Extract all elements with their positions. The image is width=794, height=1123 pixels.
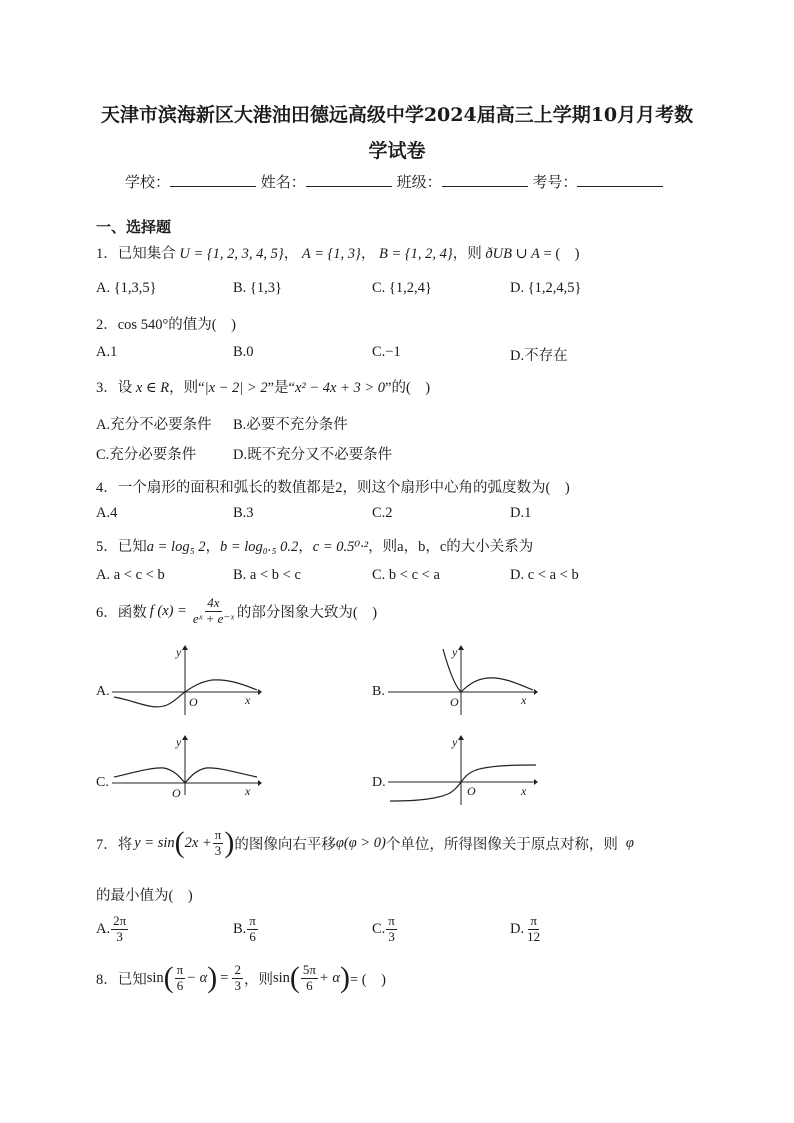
q1-expr: ðUB ∪ A [485, 246, 540, 262]
q6-graph-c-origin: O [172, 786, 181, 800]
q1-option-d[interactable]: D. {1,2,4,5} [510, 280, 582, 296]
student-info-line [125, 171, 663, 192]
q3-number: 3． [96, 380, 118, 396]
q8-fraction-3 [301, 963, 318, 994]
q5-number: 5． [96, 539, 118, 555]
q8-sin1: sin [146, 969, 164, 986]
q6-graph-d-x-label: x [521, 784, 527, 798]
q7-option-b-fraction [247, 914, 258, 945]
q3-option-a[interactable]: A.充分不必要条件 [96, 417, 212, 433]
q1-option-b[interactable]: B. {1,3} [233, 280, 282, 296]
q6-text-b: 的部分图象大致为( ) [236, 604, 378, 621]
q7-option-c[interactable] [372, 914, 398, 945]
q3-text-b: ，则“ [169, 380, 205, 396]
q7-option-c-den: 3 [388, 928, 395, 944]
q6-frac-num: 4x [207, 595, 220, 610]
q2-option-a[interactable]: A.1 [96, 344, 118, 360]
q3-text-c: ”是“ [267, 380, 295, 396]
q5-option-c[interactable]: C. b < c < a [372, 567, 440, 583]
q5-expr-b: b = log₀.₅ 0.2 [219, 539, 299, 555]
q1-set-b: B = {1, 2, 4} [378, 246, 453, 262]
q7-option-b-label: B. [233, 920, 247, 937]
q1-set-u: U = {1, 2, 3, 4, 5} [179, 246, 284, 262]
q6-text-a: 函数 [117, 604, 147, 621]
q7-option-b-den: 6 [249, 928, 256, 944]
q2-number: 2． [96, 317, 118, 333]
q5-expr-c: c = 0.5⁰·² [312, 539, 369, 555]
q4-option-c[interactable]: C.2 [372, 505, 393, 521]
q5-expr-a: a = log₅ 2 [146, 539, 206, 555]
q4-option-b[interactable]: B.3 [233, 505, 254, 521]
q3-option-d[interactable]: D.既不充分又不必要条件 [233, 447, 393, 463]
q5-text-b: ，则a，b，c的大小关系为 [368, 539, 534, 555]
q8-sin2: sin [272, 969, 290, 986]
q6-number: 6． [96, 604, 118, 621]
q6-graph-b-origin: O [450, 695, 459, 709]
q3-text-a: 设 [117, 380, 133, 396]
q4-text: 一个扇形的面积和弧长的数值都是2，则这个扇形中心角的弧度数为( ) [117, 480, 570, 496]
q8-number: 8． [96, 971, 118, 988]
q6-graph-c-y-label: y [176, 735, 182, 749]
q6-graph-d[interactable] [388, 735, 538, 805]
question-2 [96, 313, 236, 334]
q7-line2: 的最小值为( ) [96, 888, 193, 904]
question-7 [96, 828, 634, 859]
q8-paren2-left: ( [289, 961, 300, 995]
q7-option-c-num: π [388, 913, 395, 928]
q3-expr-c: x² − 4x + 3 > 0 [294, 380, 386, 396]
q6-graph-a-origin: O [189, 695, 198, 709]
q7-option-d-den: 12 [527, 928, 541, 944]
q7-text-b: 的图像向右平移 [234, 836, 336, 853]
q7-expr-a: y = sin [134, 834, 175, 851]
q8-eq: = [220, 969, 229, 986]
q7-option-d-label: D. [510, 920, 525, 937]
q1-option-c[interactable]: C. {1,2,4} [372, 280, 432, 296]
q1-set-a: A = {1, 3} [301, 246, 361, 262]
school-label: 学校： [125, 173, 171, 191]
q8-f1-num: π [176, 962, 184, 977]
q7-frac-num: π [214, 827, 222, 842]
q8-f3-num: 5π [302, 962, 316, 977]
q2-option-b[interactable]: B.0 [233, 344, 254, 360]
page-title: 天津市滨海新区大港油田德远高级中学2024届高三上学期10月月考数 [100, 104, 694, 126]
q8-f2-den: 3 [234, 977, 241, 993]
q2-option-d[interactable]: D.不存在 [510, 348, 568, 364]
question-8 [96, 963, 386, 994]
q7-option-d[interactable] [510, 914, 543, 945]
q7-fraction [213, 828, 224, 859]
q6-graph-b[interactable] [388, 645, 538, 715]
q6-graph-c-label[interactable]: C. [96, 775, 109, 790]
q8-fraction-2 [232, 963, 243, 994]
q1-text-a: 已知集合 [117, 246, 176, 262]
q8-plus-alpha: + α [318, 969, 340, 986]
q7-number: 7． [96, 836, 118, 853]
q5-option-a[interactable]: A. a < c < b [96, 567, 165, 583]
question-4 [96, 476, 570, 497]
q8-paren1-right: ) [207, 961, 218, 995]
q5-sep2: ， [298, 539, 313, 555]
q6-graph-b-y-label: y [452, 645, 458, 659]
q6-graph-a-x-label: x [245, 693, 251, 707]
q8-paren2-right: ) [340, 961, 350, 995]
q8-paren1-left: ( [163, 961, 174, 995]
q7-option-a-label: A. [96, 920, 111, 937]
q5-option-d[interactable]: D. c < a < b [510, 567, 579, 583]
q7-right-paren: ) [224, 826, 235, 860]
class-blank[interactable] [442, 172, 528, 187]
q4-option-a[interactable]: A.4 [96, 505, 118, 521]
q1-option-a[interactable]: A. {1,3,5} [96, 280, 157, 296]
q5-sep1: ， [205, 539, 220, 555]
q6-expr-f: f (x) = [149, 602, 187, 619]
class-label: 班级： [396, 173, 442, 191]
q6-graph-d-origin: O [467, 784, 476, 798]
q7-option-b[interactable] [233, 914, 259, 945]
q1-sep2: ， [360, 246, 376, 262]
q2-expr: cos 540° [117, 317, 169, 333]
q7-option-a-num: 2π [113, 913, 127, 928]
q7-option-a-den: 3 [116, 928, 123, 944]
question-3 [96, 376, 430, 397]
q6-graph-a[interactable] [112, 645, 262, 715]
name-blank[interactable] [306, 172, 392, 187]
q3-expr-a: x ∈ R [135, 380, 170, 396]
q7-option-a-fraction [111, 914, 128, 945]
number-label: 考号： [532, 173, 578, 191]
q6-graph-a-y-label: y [176, 645, 182, 659]
q6-graph-c-x-label: x [245, 784, 251, 798]
q7-option-c-fraction [386, 914, 397, 945]
q1-sep1: ， [283, 246, 299, 262]
q8-f3-den: 6 [306, 977, 313, 993]
q6-fraction [191, 596, 236, 627]
q8-minus-alpha: − α [186, 969, 208, 986]
q8-end: = ( ) [350, 971, 386, 988]
q7-frac-den: 3 [214, 842, 222, 858]
q7-option-b-num: π [249, 913, 256, 928]
name-label: 姓名： [260, 173, 306, 191]
q8-f2-num: 2 [234, 962, 241, 977]
q6-graph-c[interactable] [112, 735, 262, 795]
q3-expr-b: |x − 2| > 2 [204, 380, 268, 396]
q1-number: 1． [96, 246, 118, 262]
q7-expr-in: 2x + [184, 834, 212, 851]
q6-graph-b-x-label: x [521, 693, 527, 707]
q3-option-c[interactable]: C.充分必要条件 [96, 447, 197, 463]
q7-option-d-num: π [530, 913, 537, 928]
q2-text: 的值为( ) [168, 317, 236, 333]
q1-end: = ( ) [539, 246, 580, 262]
q7-text-c: 个单位，所得图像关于原点对称，则 [385, 836, 618, 853]
q6-frac-den: eˣ + e⁻ˣ [192, 610, 234, 626]
question-1 [96, 242, 580, 263]
q7-option-d-fraction [525, 914, 542, 945]
q1-text-b: ，则 [452, 246, 482, 262]
q7-option-c-label: C. [372, 920, 386, 937]
number-blank[interactable] [577, 172, 663, 187]
q5-text-a: 已知 [117, 539, 147, 555]
q7-text-a: 将 [117, 836, 133, 853]
section-heading: 一、选择题 [96, 218, 172, 236]
q8-fraction-1 [175, 963, 186, 994]
q7-expr-b: φ(φ > 0) [335, 834, 386, 851]
q4-option-d[interactable]: D.1 [510, 505, 532, 521]
q8-text-b: ，则 [243, 971, 273, 988]
q3-text-d: ”的( ) [385, 380, 431, 396]
q8-f1-den: 6 [176, 977, 184, 993]
q7-expr-c: φ [625, 834, 634, 851]
q5-option-b[interactable]: B. a < b < c [233, 567, 301, 583]
q4-number: 4． [96, 480, 118, 496]
question-6 [96, 596, 377, 627]
q7-left-paren: ( [174, 826, 185, 860]
school-blank[interactable] [170, 172, 256, 187]
q8-text-a: 已知 [117, 971, 147, 988]
q3-option-b[interactable]: B.必要不充分条件 [233, 417, 348, 433]
page-title-line2: 学试卷 [368, 140, 426, 162]
q6-graph-d-label[interactable]: D. [372, 775, 386, 790]
q2-option-c[interactable]: C.−1 [372, 344, 401, 360]
q6-graph-d-y-label: y [452, 735, 458, 749]
q6-graph-a-label[interactable]: A. [96, 684, 110, 699]
q7-option-a[interactable] [96, 914, 129, 945]
q6-graph-b-label[interactable]: B. [372, 684, 385, 699]
question-5 [96, 535, 533, 556]
